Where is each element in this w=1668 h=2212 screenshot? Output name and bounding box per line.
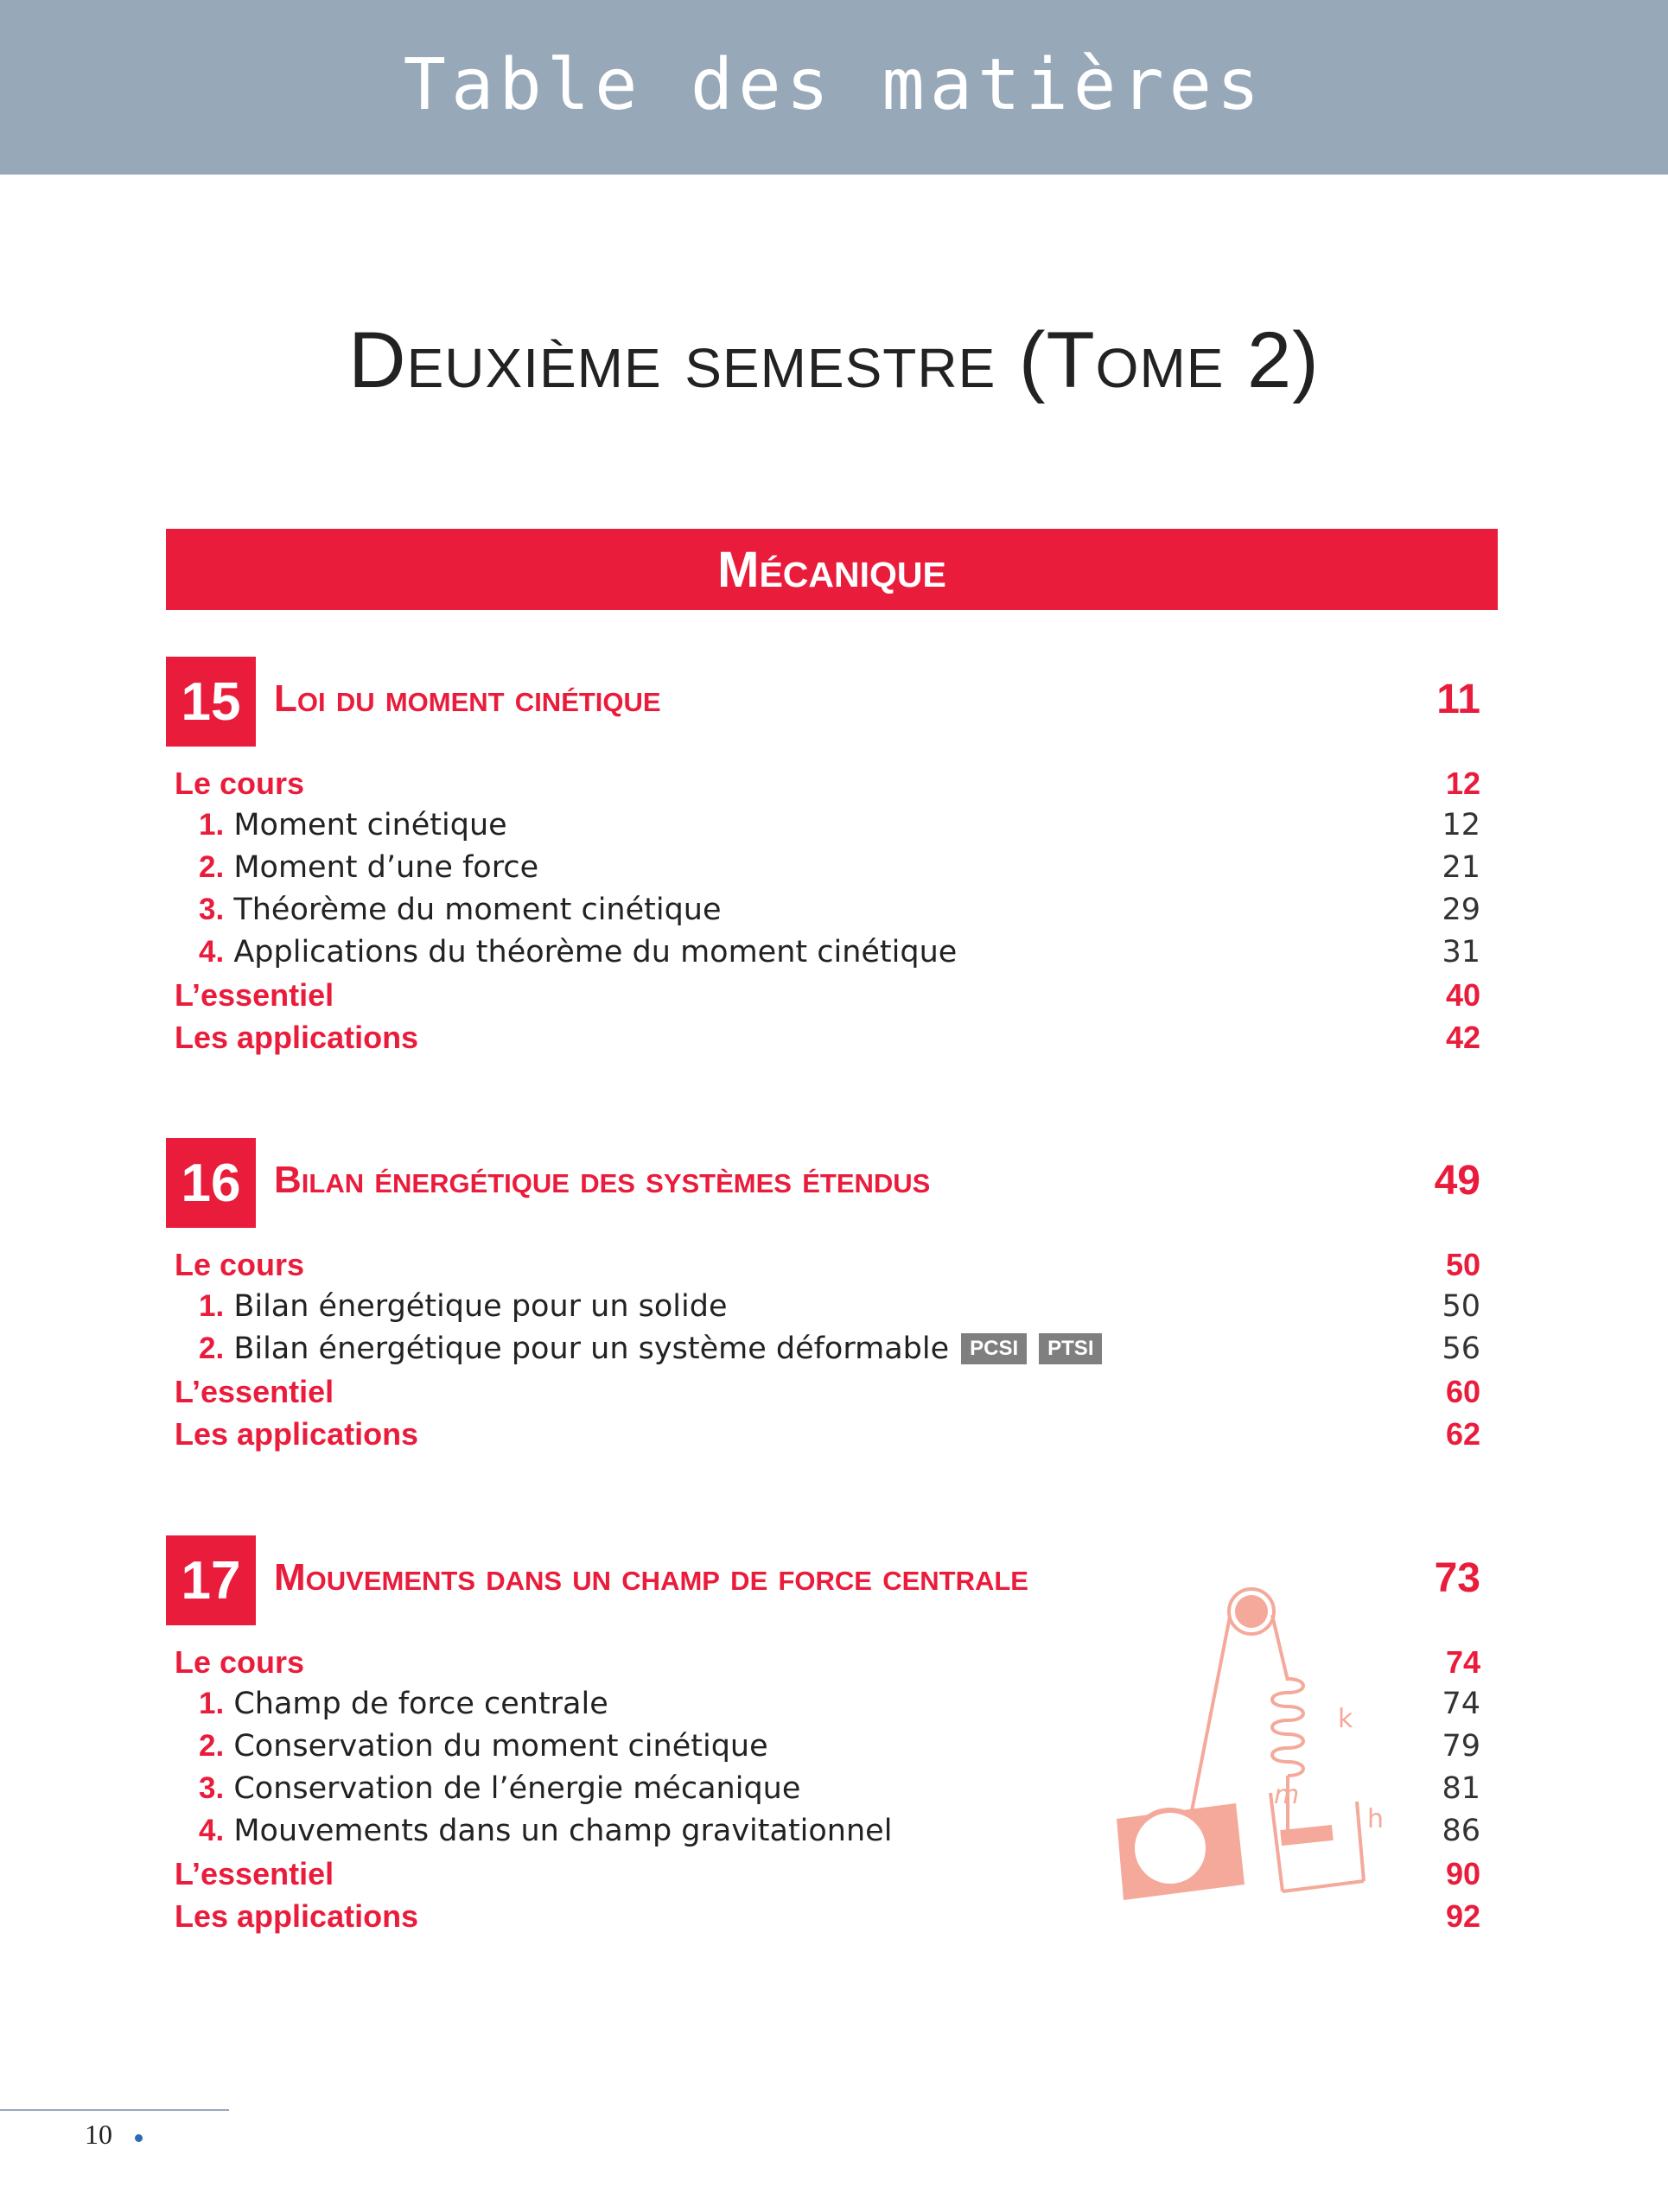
entry-page: 79	[1442, 1729, 1480, 1764]
entry-label	[199, 808, 507, 842]
entry-number: 2.	[199, 850, 225, 884]
entry-page: 60	[1445, 1374, 1480, 1409]
footer-rule	[0, 2109, 229, 2111]
chapter-number: 15	[166, 657, 256, 747]
label-m: m	[1274, 1780, 1300, 1810]
chapter-16	[166, 1138, 1498, 1453]
entry-label: L’essentiel	[175, 1374, 334, 1409]
entry-text: Mouvements dans un champ gravitationnel	[233, 1814, 893, 1848]
entry-page: 81	[1442, 1771, 1480, 1806]
entry-label: Les applications	[175, 1416, 419, 1452]
toc-entry[interactable]	[166, 1284, 1498, 1326]
bullet-icon	[135, 2134, 143, 2142]
entry-label: Les applications	[175, 1898, 419, 1934]
entry-page: 50	[1442, 1289, 1480, 1324]
toc-entry[interactable]	[166, 887, 1498, 930]
string-left	[1189, 1617, 1230, 1824]
chapter-page: 11	[1436, 677, 1480, 722]
entry-page: 62	[1445, 1416, 1480, 1452]
entry-label: L’essentiel	[175, 977, 334, 1013]
entry-label	[199, 935, 957, 969]
toc-entry-essentiel[interactable]	[166, 1369, 1498, 1411]
entry-text: Théorème du moment cinétique	[233, 893, 722, 927]
entry-page: 56	[1442, 1332, 1480, 1366]
entry-label	[199, 1814, 892, 1848]
entry-number: 4.	[199, 935, 225, 969]
entry-number: 1.	[199, 808, 225, 842]
entry-page: 12	[1442, 808, 1480, 842]
toc-entry-essentiel[interactable]	[166, 972, 1498, 1014]
entry-text: Bilan énergétique pour un solide	[233, 1289, 728, 1324]
toc-entry-cours[interactable]	[166, 1242, 1498, 1284]
entry-text: Applications du théorème du moment cinétique	[233, 935, 958, 969]
entry-text: Bilan énergétique pour un système déformable	[233, 1332, 950, 1366]
page-number: 10	[85, 2119, 112, 2150]
entry-label: Le cours	[175, 766, 305, 801]
section-band	[166, 529, 1498, 610]
entry-page: 29	[1442, 893, 1480, 927]
entry-label: Le cours	[175, 1644, 305, 1680]
chapter-number: 17	[166, 1535, 256, 1625]
entry-page: 21	[1442, 850, 1480, 885]
toc-entry[interactable]	[166, 930, 1498, 972]
wheel-icon	[1132, 1810, 1208, 1886]
entry-page: 90	[1445, 1856, 1480, 1891]
entry-label	[199, 1289, 728, 1324]
chapter-header[interactable]	[166, 657, 1498, 747]
entry-page: 40	[1445, 977, 1480, 1013]
entry-label: Le cours	[175, 1247, 305, 1282]
pcsi-badge: PCSI	[961, 1333, 1027, 1364]
chapter-15	[166, 657, 1498, 1057]
toc-entry-applications[interactable]	[166, 1411, 1498, 1453]
label-k: k	[1338, 1704, 1353, 1734]
entry-label: Les applications	[175, 1020, 419, 1055]
entry-text: Moment d’une force	[233, 850, 539, 885]
entry-page: 50	[1445, 1247, 1480, 1282]
header-band	[0, 0, 1668, 175]
entry-label: L’essentiel	[175, 1856, 334, 1891]
chapter-title: Loi du moment cinétique	[274, 677, 661, 720]
entry-label	[199, 850, 538, 885]
entry-page: 86	[1442, 1814, 1480, 1848]
entry-label	[199, 1729, 768, 1764]
entry-label	[199, 1687, 608, 1721]
entry-page: 42	[1445, 1020, 1480, 1055]
entry-number: 3.	[199, 1771, 225, 1805]
label-h: h	[1367, 1804, 1385, 1834]
entry-page: 31	[1442, 935, 1480, 969]
entry-number: 2.	[199, 1332, 225, 1365]
chapter-number: 16	[166, 1138, 256, 1228]
entry-number: 1.	[199, 1687, 225, 1720]
toc-entry[interactable]	[166, 845, 1498, 887]
entry-label	[199, 1332, 1102, 1366]
chapter-page: 73	[1434, 1555, 1480, 1601]
entry-number: 4.	[199, 1814, 225, 1847]
entry-number: 2.	[199, 1729, 225, 1763]
entry-label	[199, 1771, 800, 1806]
toc-entry[interactable]	[166, 1326, 1498, 1369]
entry-text: Champ de force centrale	[233, 1687, 608, 1721]
section-title: Mécanique	[717, 541, 946, 598]
string-right	[1272, 1615, 1288, 1681]
entry-number: 3.	[199, 893, 225, 926]
entry-text: Conservation du moment cinétique	[233, 1729, 768, 1764]
chapter-title: Mouvements dans un champ de force centrale	[274, 1556, 1028, 1599]
entry-page: 12	[1445, 766, 1480, 801]
entry-text: Moment cinétique	[233, 808, 507, 842]
chapter-header[interactable]	[166, 1138, 1498, 1228]
toc-entry-cours[interactable]	[166, 760, 1498, 803]
entry-number: 1.	[199, 1289, 225, 1323]
tome-title: Deuxième semestre (Tome 2)	[348, 316, 1320, 404]
entry-page: 92	[1445, 1898, 1480, 1934]
chapter-title: Bilan énergétique des systèmes étendus	[274, 1159, 931, 1201]
chapter-page: 49	[1434, 1158, 1480, 1204]
toc-entry[interactable]	[166, 803, 1498, 845]
entry-page: 74	[1442, 1687, 1480, 1721]
page-title: Table des matières	[403, 43, 1265, 126]
entry-page: 74	[1445, 1644, 1480, 1680]
entry-text: Conservation de l’énergie mécanique	[233, 1771, 801, 1806]
entry-label	[199, 893, 722, 927]
ptsi-badge: PTSI	[1039, 1333, 1102, 1364]
pulley-spring-illustration	[1108, 1577, 1402, 1918]
spring-icon	[1272, 1679, 1303, 1776]
toc-entry-applications[interactable]	[166, 1014, 1498, 1057]
